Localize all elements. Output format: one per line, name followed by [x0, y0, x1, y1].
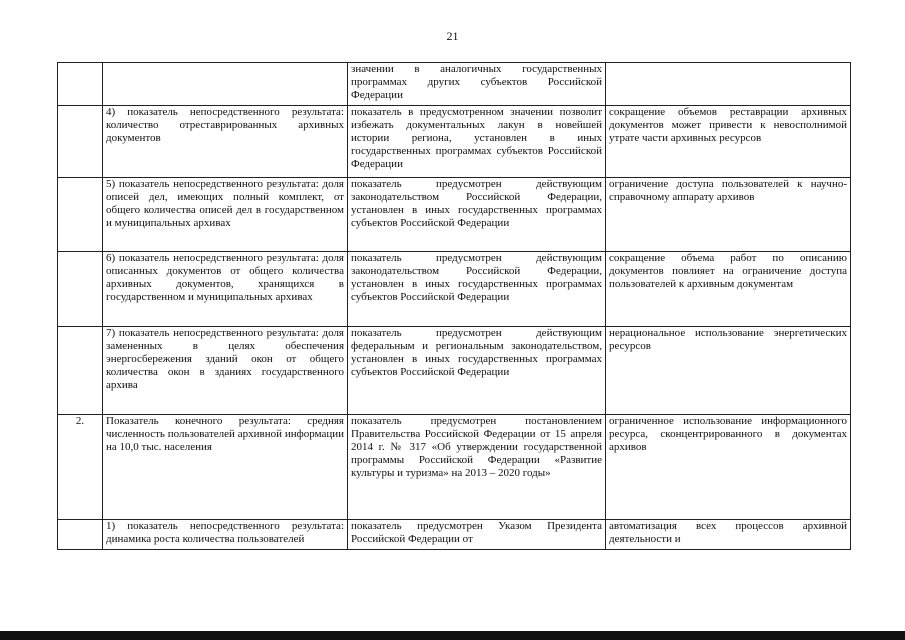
scan-bottom-edge [0, 631, 905, 640]
row-number [58, 520, 103, 550]
indicator-cell [103, 63, 348, 106]
row-number [58, 178, 103, 252]
justification-cell: показатель в предусмотренном значении позволит избежать документальных лакун в новейшей истории региона, установлен в иных государственных программах субъектов Российской Федерации [348, 106, 606, 178]
justification-cell: показатель предусмотрен постановлением Правительства Российской Федерации от 15 апреля 2014 г. № 317 «Об утверждении государственной программы Российской Федерации «Развитие культуры и туризма» на 2013 – 2020 годы» [348, 415, 606, 520]
indicator-cell: Показатель конечного результата: средняя численность пользователей архивной информации на 10,0 тыс. населения [103, 415, 348, 520]
page-number: 21 [446, 29, 459, 43]
row-number [58, 327, 103, 415]
justification-cell: показатель предусмотрен Указом Президента Российской Федерации от [348, 520, 606, 550]
risk-cell: сокращение объема работ по описанию документов повлияет на ограничение доступа пользователей к архивным документам [606, 252, 851, 327]
risk-cell: ограничение доступа пользователей к научно-справочному аппарату архивов [606, 178, 851, 252]
indicator-cell: 7) показатель непосредственного результата: доля замененных в целях обеспечения энергосбережения зданий окон от общего количества окон в зданиях государственного архива [103, 327, 348, 415]
risk-cell: ограниченное использование информационного ресурса, сконцентрированного в документах архивов [606, 415, 851, 520]
risk-cell: автоматизация всех процессов архивной деятельности и [606, 520, 851, 550]
indicator-cell: 1) показатель непосредственного результата: динамика роста количества пользователей [103, 520, 348, 550]
justification-cell: показатель предусмотрен действующим федеральным и региональным законодательством, установлен в иных государственных программах субъектов Российской Федерации [348, 327, 606, 415]
risk-cell: сокращение объемов реставрации архивных документов может привести к невосполнимой утрате части архивных ресурсов [606, 106, 851, 178]
risk-cell: нерациональное использование энергетических ресурсов [606, 327, 851, 415]
row-number [58, 252, 103, 327]
row-number [58, 63, 103, 106]
table-row [58, 520, 851, 550]
justification-cell: показатель предусмотрен действующим законодательством Российской Федерации, установлен в иных государственных программах субъектов Российской Федерации [348, 178, 606, 252]
indicators-table [57, 62, 851, 550]
indicator-cell: 4) показатель непосредственного результата: количество отреставрированных архивных документов [103, 106, 348, 178]
table-row [58, 63, 851, 106]
table-row [58, 178, 851, 252]
table-row [58, 327, 851, 415]
row-number: 2. [58, 415, 103, 520]
risk-cell [606, 63, 851, 106]
indicator-cell: 6) показатель непосредственного результата: доля описанных документов от общего количества архивных документов, хранящихся в государственном и муниципальных архивах [103, 252, 348, 327]
row-number [58, 106, 103, 178]
indicator-cell: 5) показатель непосредственного результата: доля описей дел, имеющих полный комплект, от общего количества описей дел в государственном и муниципальных архивах [103, 178, 348, 252]
justification-cell: значении в аналогичных государственных программах других субъектов Российской Федерации [348, 63, 606, 106]
table-row [58, 415, 851, 520]
table-row [58, 106, 851, 178]
justification-cell: показатель предусмотрен действующим законодательством Российской Федерации, установлен в иных государственных программах субъектов Российской Федерации [348, 252, 606, 327]
table-row [58, 252, 851, 327]
